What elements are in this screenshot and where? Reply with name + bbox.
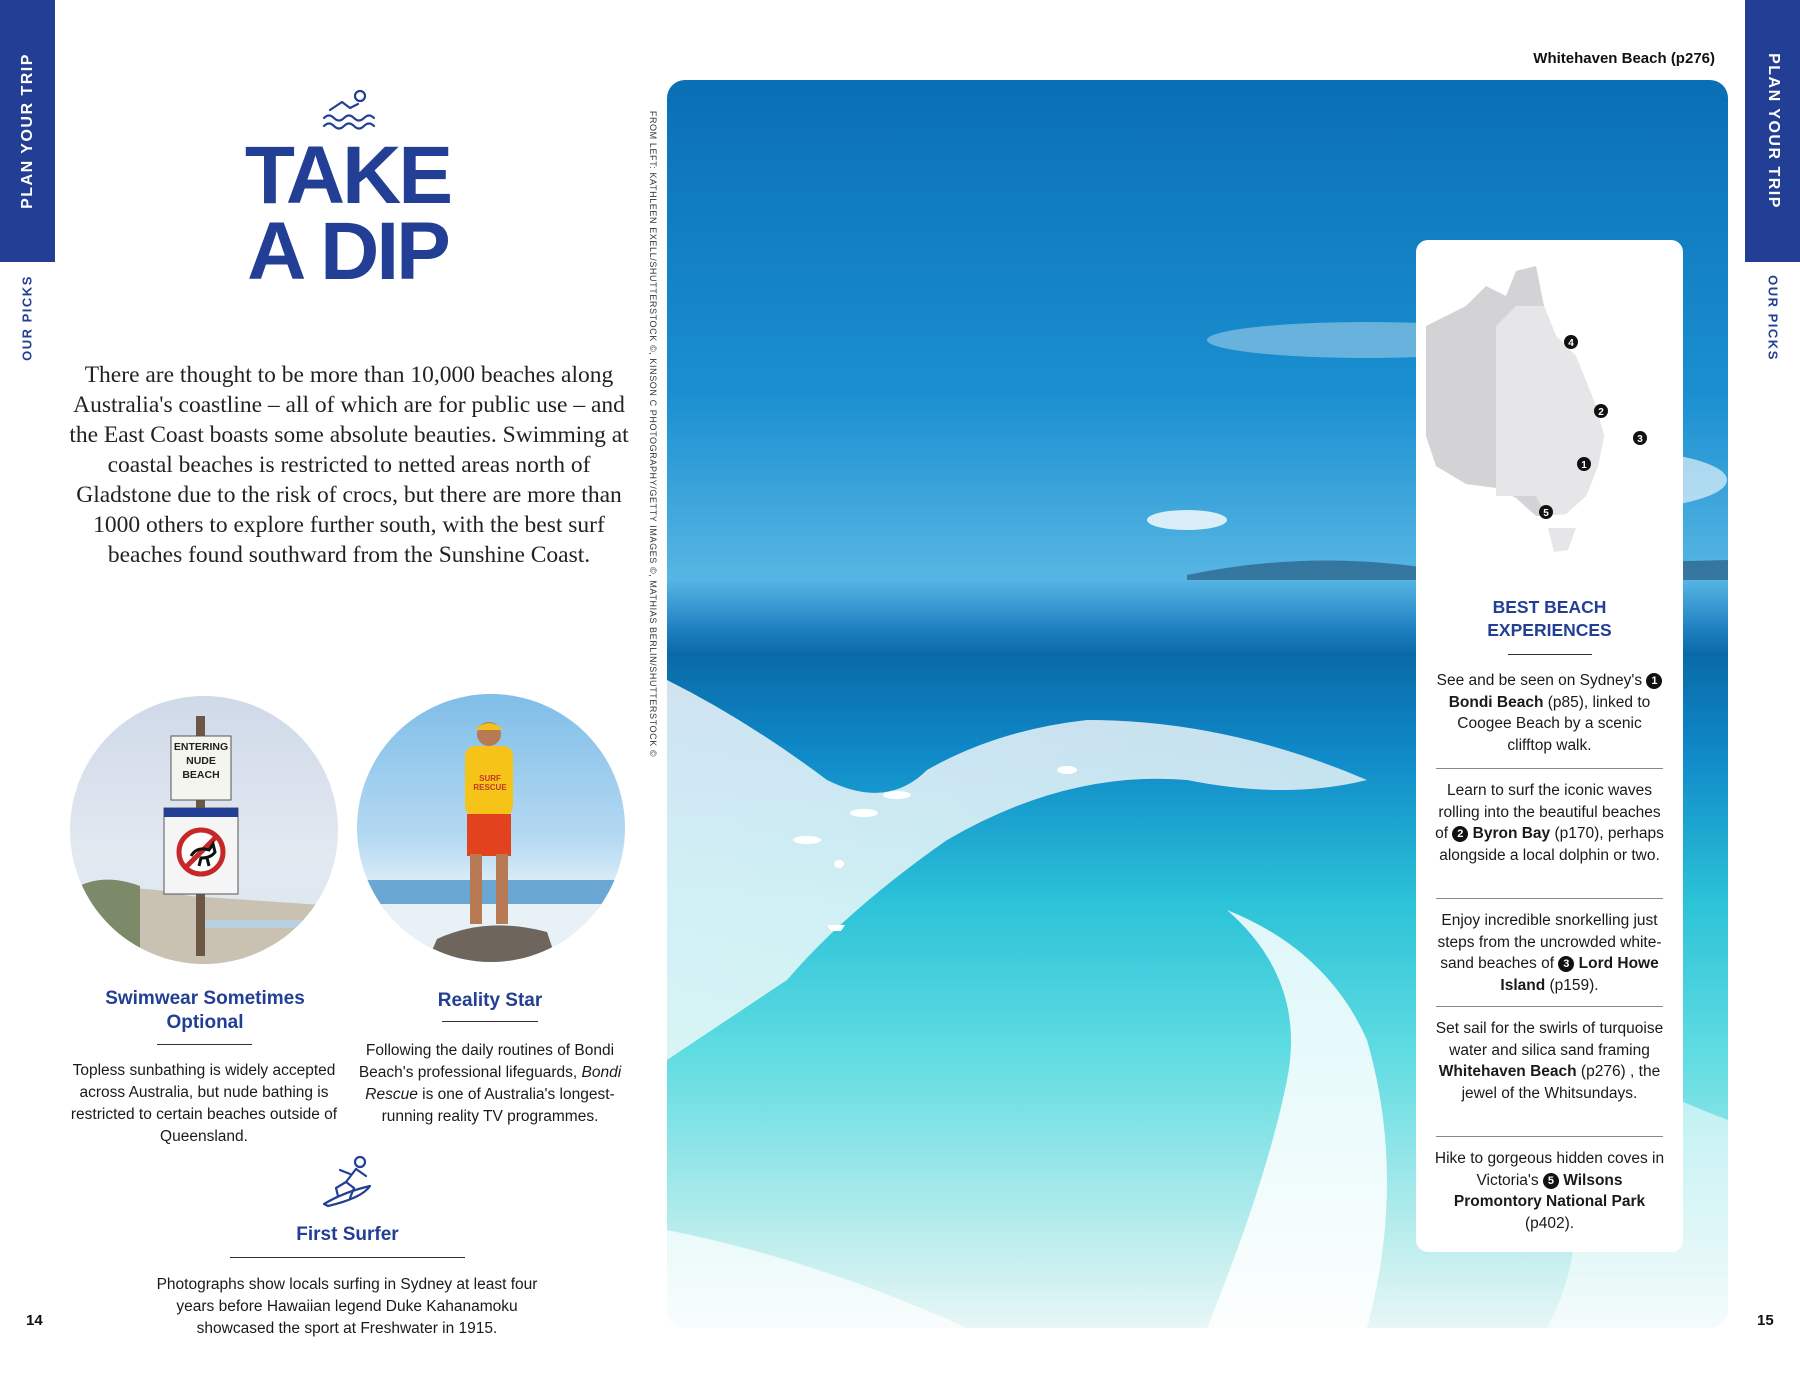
experience-place: Bondi Beach — [1448, 693, 1544, 711]
sign-illustration — [70, 696, 338, 964]
experience-text: (p402). — [1524, 1214, 1575, 1232]
experience-place: Lord Howe Island — [1500, 955, 1659, 994]
experience-item — [1434, 780, 1665, 866]
page-number-right: 15 — [1757, 1312, 1774, 1329]
lifeguard-illustration — [357, 694, 625, 962]
experience-divider — [1436, 1006, 1663, 1007]
page-title-line: TAKE — [244, 130, 451, 221]
experience-text: See and be seen on Sydney's — [1436, 672, 1647, 689]
experience-item — [1434, 1018, 1665, 1104]
feature-text — [352, 1040, 628, 1128]
experience-text: Learn to surf the iconic waves rolling into the beautiful beaches of — [1435, 782, 1661, 842]
experience-text: Set sail for the swirls of turquoise water and silica sand framing — [1435, 1020, 1664, 1059]
experience-item — [1434, 670, 1665, 756]
photo-caption: Whitehaven Beach (p276) — [1533, 50, 1715, 67]
experience-text: (p159). — [1545, 976, 1599, 994]
experience-number: 1 — [1646, 673, 1662, 689]
experience-text: Enjoy incredible snorkelling just steps from the uncrowded white-sand beaches of — [1437, 912, 1662, 972]
experience-divider — [1436, 768, 1663, 769]
panel-heading-line: BEST BEACH — [1492, 597, 1607, 617]
subsection-label-right: OUR PICKS — [1765, 275, 1781, 361]
shirt-text: SURF RESCUE — [473, 774, 507, 792]
feature-text-part: Following the daily routines of Bondi Beach's professional lifeguards, — [358, 1042, 615, 1081]
feature-text: Topless sunbathing is widely accepted across Australia, but nude bathing is restricted to certain beaches outside of Queensland. — [70, 1062, 338, 1145]
map-marker-label: 4 — [1568, 338, 1574, 349]
feature-divider — [230, 1257, 465, 1258]
map-marker-label: 5 — [1543, 508, 1549, 519]
feature-text-part: is one of Australia's longest-running reality TV programmes. — [381, 1086, 615, 1125]
experience-place: Wilsons Promontory National Park — [1453, 1171, 1646, 1210]
experience-text: Hike to gorgeous hidden coves in Victoria's — [1434, 1150, 1665, 1189]
best-beach-experiences-panel — [1416, 240, 1683, 1252]
australia-map — [1426, 266, 1676, 566]
feature-divider — [157, 1044, 252, 1045]
experience-item — [1434, 1148, 1665, 1234]
lifeguard-photo — [357, 694, 625, 962]
feature-title: Swimwear Sometimes Optional — [105, 988, 305, 1033]
panel-heading-divider — [1508, 654, 1592, 655]
section-tab-left — [0, 0, 55, 262]
page-number-left: 14 — [26, 1312, 43, 1329]
experience-text: (p85), linked to Coogee Beach by a scenic clifftop walk. — [1457, 693, 1651, 754]
experience-text: (p276) , the jewel of the Whitsundays. — [1461, 1063, 1661, 1102]
experience-number: 3 — [1558, 956, 1574, 972]
subsection-label-left: OUR PICKS — [19, 275, 35, 361]
experience-divider — [1436, 898, 1663, 899]
surfer-icon — [320, 1154, 376, 1208]
map-marker-label: 2 — [1598, 407, 1604, 418]
feature-title: First Surfer — [296, 1224, 399, 1245]
nude-beach-sign-photo — [70, 696, 338, 964]
page-title-line: A DIP — [247, 206, 448, 297]
page-title — [190, 130, 505, 297]
experience-number: 2 — [1452, 826, 1468, 842]
sign-text-line: ENTERING — [173, 741, 229, 753]
sign-text-line: NUDE — [186, 755, 216, 767]
map-marker-label: 1 — [1581, 460, 1587, 471]
experience-item — [1434, 910, 1665, 996]
sign-text — [171, 740, 231, 782]
section-tab-label: PLAN YOUR TRIP — [1764, 53, 1782, 209]
swimmer-icon — [320, 86, 378, 130]
feature-divider — [442, 1021, 538, 1022]
panel-heading-line: EXPERIENCES — [1487, 620, 1612, 640]
experience-number: 5 — [1543, 1173, 1559, 1189]
map-marker-label: 3 — [1637, 434, 1643, 445]
intro-paragraph: There are thought to be more than 10,000 beaches along Australia's coastline – all of which are for public use – and the East Coast boasts some absolute beauties. Swimming at coastal beaches is restricted to netted areas north of Gladstone due to the risk of crocs, but there are more than 1000 others to explore further south, with the best surf beaches found southward from the Sunshine Coast. — [69, 362, 629, 568]
experience-place: Byron Bay — [1472, 825, 1551, 842]
photo-credit: FROM LEFT: KATHLEEN EXELL/SHUTTERSTOCK ©, KINSON C PHOTOGRAPHY/GETTY IMAGES ©, MATHIAS BERLIN/SHUTTERSTOCK © — [648, 110, 658, 758]
feature-text: Photographs show locals surfing in Sydney at least four years before Hawaiian legend Duke Kahanamoku showcased the sport at Freshwater in 1915. — [156, 1276, 538, 1337]
experience-place: Whitehaven Beach — [1438, 1063, 1577, 1080]
panel-heading — [1416, 596, 1683, 642]
feature-title: Reality Star — [437, 990, 543, 1011]
show-title: Bondi Rescue — [365, 1064, 622, 1103]
experience-text: (p170), perhaps alongside a local dolphin or two. — [1439, 825, 1664, 864]
experience-divider — [1436, 1136, 1663, 1137]
section-tab-label: PLAN YOUR TRIP — [18, 53, 36, 209]
sign-text-line: BEACH — [182, 769, 220, 781]
section-tab-right — [1745, 0, 1800, 262]
